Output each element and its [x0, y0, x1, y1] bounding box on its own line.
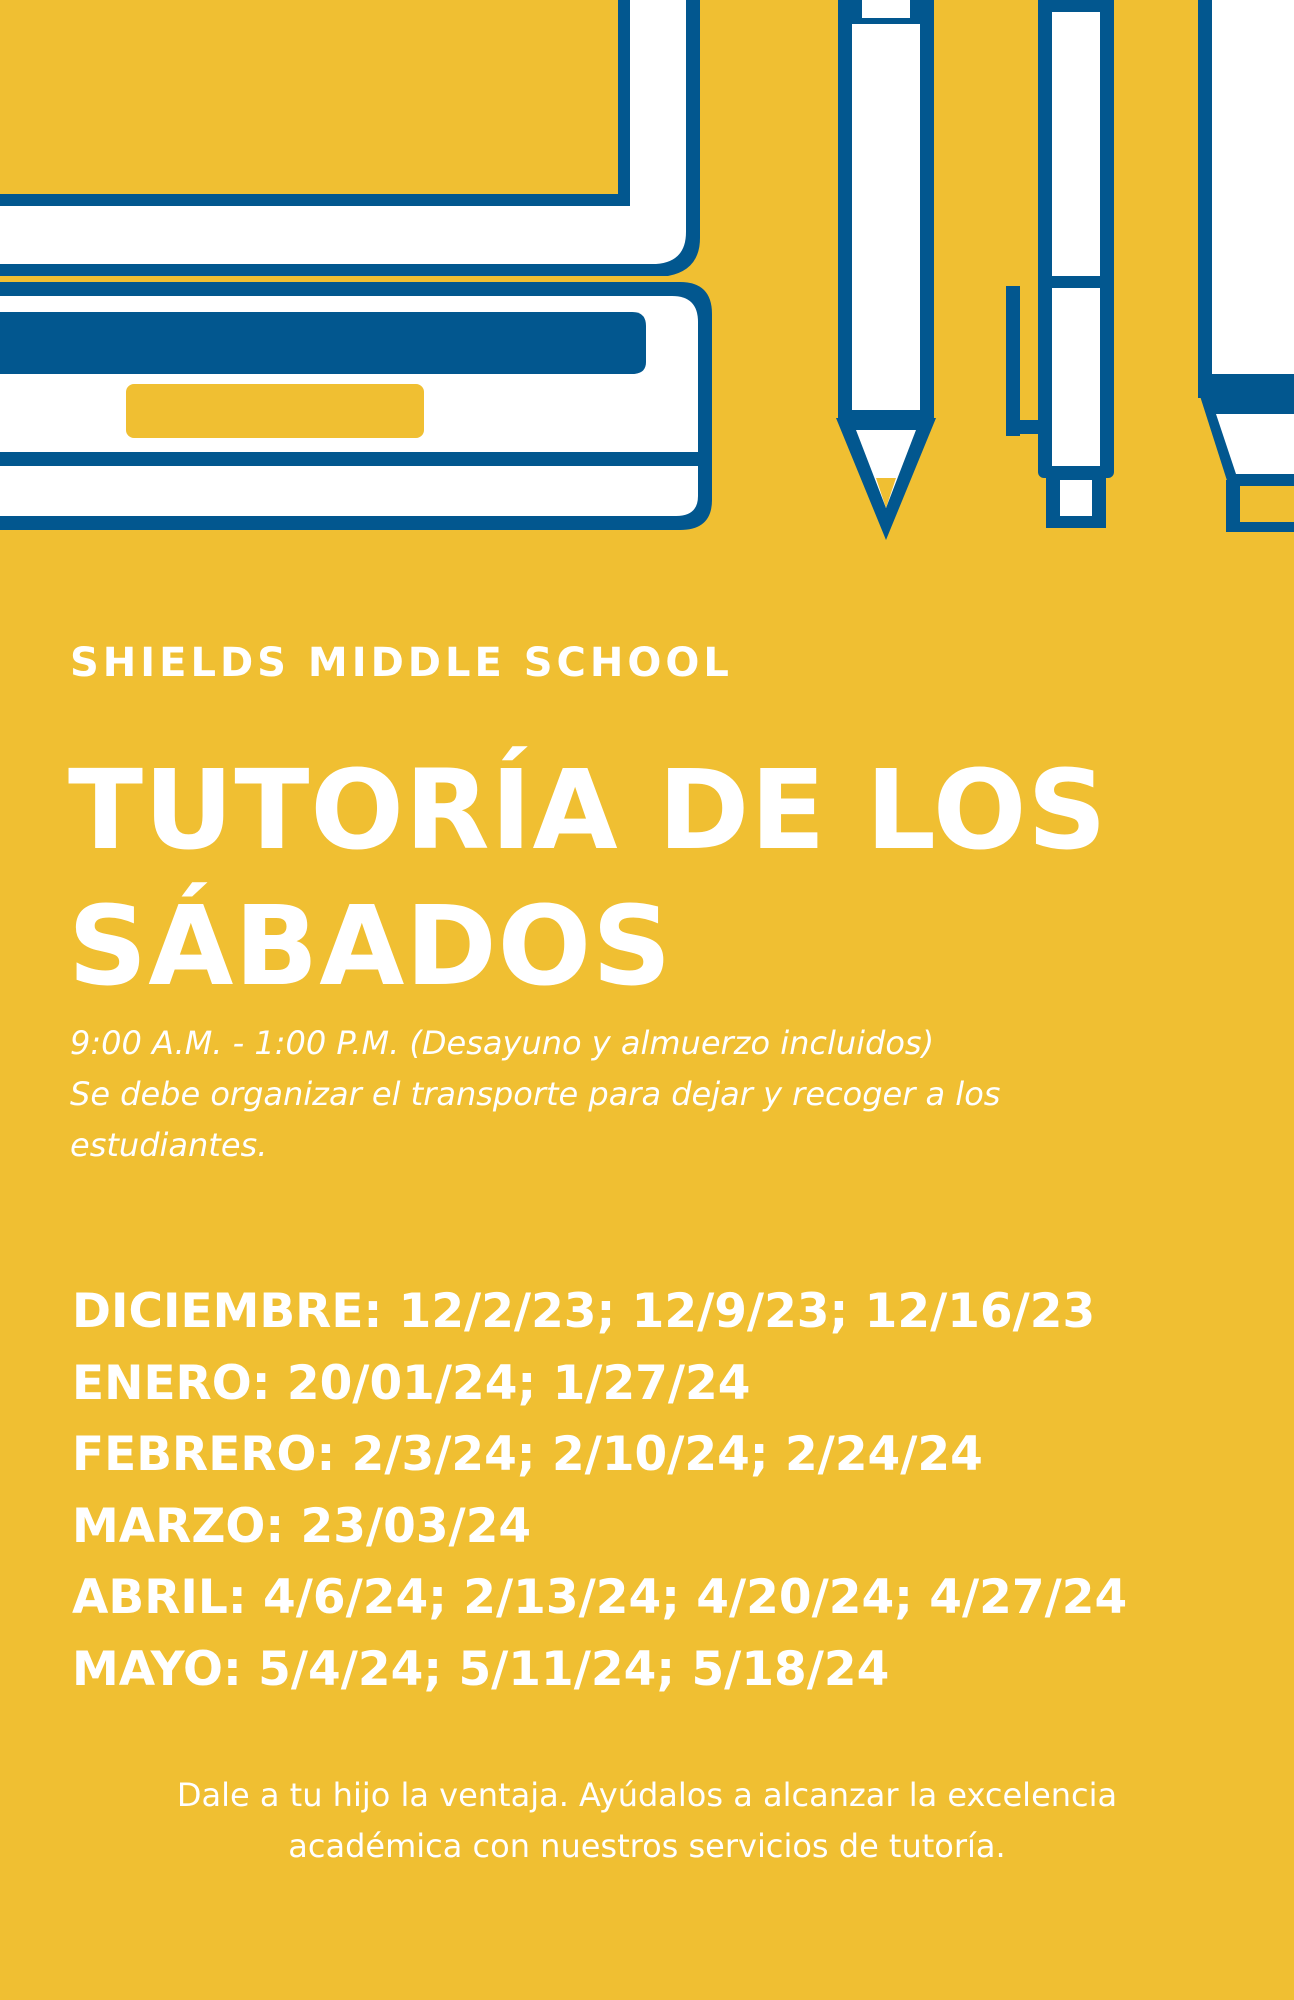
school-supplies-illustration	[0, 0, 1294, 560]
pencil-icon	[836, 0, 936, 540]
school-name: SHIELDS MIDDLE SCHOOL	[70, 640, 733, 686]
footer-line-1: Dale a tu hijo la ventaja. Ayúdalos a alcanzar la excelencia	[176, 1776, 1118, 1814]
schedule-row-marzo: MARZO: 23/03/24	[72, 1498, 532, 1554]
schedule-dates: 2/3/24; 2/10/24; 2/24/24	[351, 1427, 983, 1482]
schedule-list	[72, 1276, 1252, 1705]
schedule-month: MARZO	[72, 1498, 266, 1554]
title-line-1: TUTORÍA DE LOS	[68, 746, 1108, 874]
footer-message	[80, 1770, 1214, 1872]
marker-icon	[1198, 0, 1294, 532]
schedule-row-abril: ABRIL: 4/6/24; 2/13/24; 4/20/24; 4/27/24	[72, 1570, 1128, 1625]
hours-text: 9:00 A.M. - 1:00 P.M. (Desayuno y almuerzo incluidos)	[70, 1024, 935, 1062]
schedule-month: FEBRERO	[72, 1427, 317, 1482]
schedule-month: ABRIL	[72, 1570, 228, 1625]
schedule-dates: 4/6/24; 2/13/24; 4/20/24; 4/27/24	[263, 1570, 1128, 1625]
schedule-month: MAYO	[72, 1641, 223, 1697]
pen-icon	[1006, 0, 1114, 528]
schedule-row-febrero: FEBRERO: 2/3/24; 2/10/24; 2/24/24	[72, 1427, 983, 1482]
session-info	[70, 1018, 1220, 1171]
transport-text-line-2: estudiantes.	[70, 1126, 268, 1164]
schedule-dates: 5/4/24; 5/11/24; 5/18/24	[258, 1641, 890, 1697]
footer-line-2: académica con nuestros servicios de tutoría.	[288, 1827, 1006, 1865]
schedule-row-mayo: MAYO: 5/4/24; 5/11/24; 5/18/24	[72, 1641, 890, 1697]
transport-text-line-1: Se debe organizar el transporte para dejar y recoger a los	[70, 1075, 1001, 1113]
page-title	[68, 742, 1248, 1014]
schedule-month: DICIEMBRE	[72, 1284, 364, 1339]
schedule-month: ENERO	[72, 1355, 252, 1411]
schedule-row-diciembre: DICIEMBRE: 12/2/23; 12/9/23; 12/16/23	[72, 1284, 1096, 1339]
schedule-dates: 12/2/23; 12/9/23; 12/16/23	[398, 1284, 1096, 1339]
title-line-2: SÁBADOS	[68, 882, 673, 1010]
schedule-dates: 23/03/24	[300, 1498, 532, 1554]
schedule-dates: 20/01/24; 1/27/24	[286, 1355, 751, 1411]
schedule-row-enero: ENERO: 20/01/24; 1/27/24	[72, 1355, 751, 1411]
laptop-icon	[0, 0, 712, 530]
